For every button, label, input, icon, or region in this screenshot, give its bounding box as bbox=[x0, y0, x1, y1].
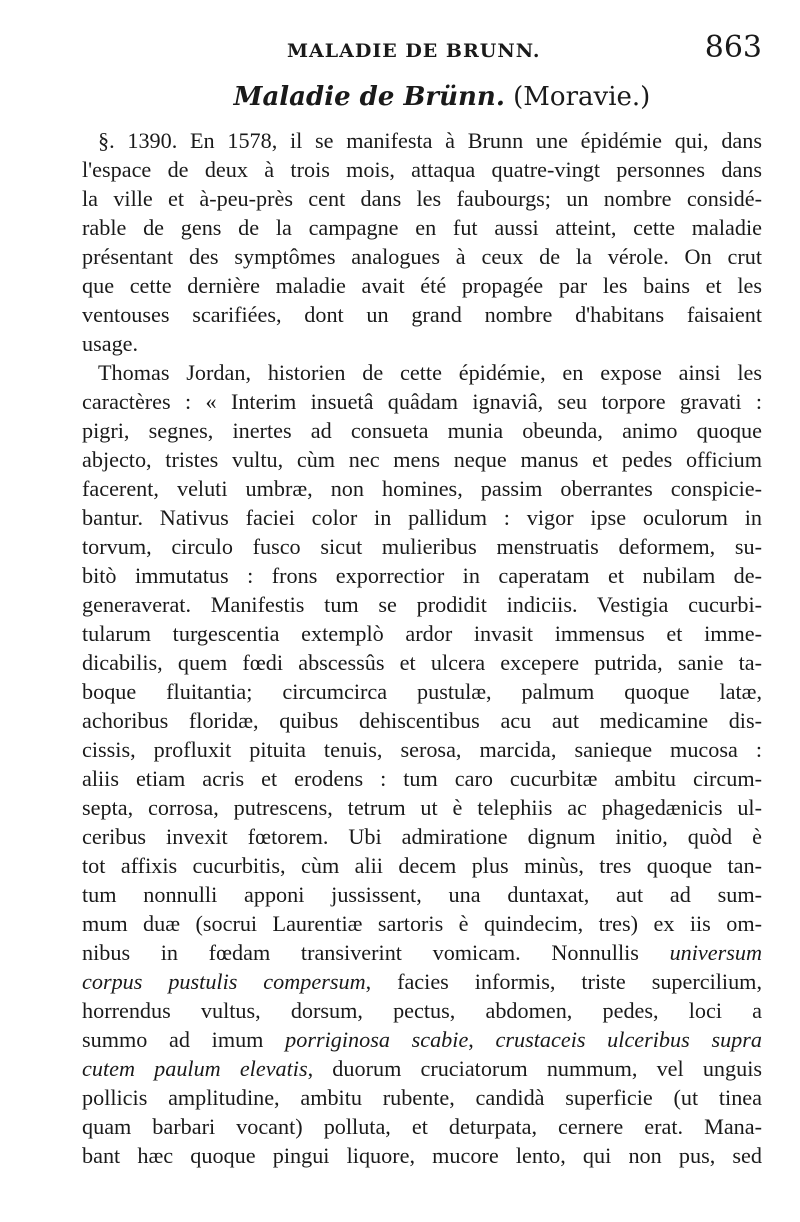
text-segment: torvum, circulo fusco sicut mulieribus menstruatis deformem, su- bbox=[82, 534, 762, 559]
text-segment: abjecto, tristes vultu, cùm nec mens neque manus et pedes officium bbox=[82, 447, 762, 472]
text-line bbox=[82, 503, 762, 532]
section-title-italic: Maladie de Brünn. bbox=[233, 82, 505, 112]
text-line bbox=[82, 851, 762, 880]
text-segment: generaverat. Manifestis tum se prodidit indiciis. Vestigia cucurbi- bbox=[82, 592, 762, 617]
text-segment: mum duæ (socrui Laurentiæ sartoris è quindecim, tres) ex iis om- bbox=[82, 911, 762, 936]
text-line bbox=[82, 126, 762, 155]
text-segment: summo ad imum bbox=[82, 1027, 286, 1052]
text-segment: boque fluitantia; circumcirca pustulæ, palmum quoque latæ, bbox=[82, 679, 762, 704]
text-line bbox=[82, 590, 762, 619]
text-segment: tot affixis cucurbitis, cùm alii decem plus minùs, tres quoque tan- bbox=[82, 853, 762, 878]
text-segment: Thomas Jordan, historien de cette épidémie, en expose ainsi les bbox=[98, 360, 762, 385]
italic-segment: crustaceis ulceribus supra bbox=[495, 1027, 762, 1052]
text-segment: achoribus floridæ, quibus dehiscentibus acu aut medicamine dis- bbox=[82, 708, 762, 733]
text-line bbox=[82, 561, 762, 590]
section-title-plain: (Moravie.) bbox=[513, 82, 651, 112]
text-segment: tularum turgescentia extemplò ardor invasit immensus et imme- bbox=[82, 621, 762, 646]
text-segment: ceribus invexit fœtorem. Ubi admiratione dignum initio, quòd è bbox=[82, 824, 762, 849]
section-title bbox=[82, 82, 762, 112]
text-line bbox=[82, 1083, 762, 1112]
text-segment: pigri, segnes, inertes ad consueta munia obeunda, animo quoque bbox=[82, 418, 762, 443]
text-line bbox=[82, 706, 762, 735]
text-line bbox=[82, 996, 762, 1025]
text-line bbox=[82, 880, 762, 909]
running-title: MALADIE DE BRUNN. bbox=[287, 40, 541, 62]
page-number: 863 bbox=[704, 30, 762, 65]
italic-segment: universum bbox=[669, 940, 762, 965]
text-line bbox=[82, 445, 762, 474]
text-segment: la ville et à-peu-près cent dans les faubourgs; un nombre considé- bbox=[82, 186, 762, 211]
text-segment: caractères : « Interim insuetâ quâdam ignaviâ, seu torpore gravati : bbox=[82, 389, 762, 414]
text-line bbox=[82, 909, 762, 938]
text-line bbox=[82, 619, 762, 648]
italic-segment: cutem paulum elevatis bbox=[82, 1056, 308, 1081]
text-segment: cissis, profluxit pituita tenuis, serosa, marcida, sanieque mucosa : bbox=[82, 737, 762, 762]
text-line bbox=[82, 1141, 762, 1170]
text-line bbox=[82, 938, 762, 967]
text-line bbox=[82, 1054, 762, 1083]
text-line bbox=[82, 677, 762, 706]
text-segment: septa, corrosa, putrescens, tetrum ut è telephiis ac phagedænicis ul- bbox=[82, 795, 762, 820]
text-line bbox=[82, 300, 762, 329]
text-line bbox=[82, 764, 762, 793]
text-line bbox=[82, 416, 762, 445]
text-line bbox=[82, 329, 762, 358]
text-line bbox=[82, 532, 762, 561]
text-segment: l'espace de deux à trois mois, attaqua quatre-vingt personnes dans bbox=[82, 157, 762, 182]
text-segment: tum nonnulli apponi jussissent, una duntaxat, aut ad sum- bbox=[82, 882, 762, 907]
text-segment: présentant des symptômes analogues à ceux de la vérole. On crut bbox=[82, 244, 762, 269]
text-segment: , facies informis, triste supercilium, bbox=[365, 969, 762, 994]
text-line bbox=[82, 474, 762, 503]
text-line bbox=[82, 1112, 762, 1141]
text-line bbox=[82, 822, 762, 851]
body-text bbox=[82, 126, 762, 1170]
text-segment: usage. bbox=[82, 331, 139, 356]
text-line bbox=[82, 735, 762, 764]
running-head bbox=[82, 30, 762, 74]
text-segment: pollicis amplitudine, ambitu rubente, candidà superficie (ut tinea bbox=[82, 1085, 762, 1110]
text-line bbox=[82, 1025, 762, 1054]
text-segment: aliis etiam acris et erodens : tum caro cucurbitæ ambitu circum- bbox=[82, 766, 762, 791]
text-line bbox=[82, 793, 762, 822]
text-line bbox=[82, 242, 762, 271]
text-segment: que cette dernière maladie avait été propagée par les bains et les bbox=[82, 273, 762, 298]
text-line bbox=[82, 155, 762, 184]
text-segment: facerent, veluti umbræ, non homines, passim oberrantes conspicie- bbox=[82, 476, 762, 501]
text-line bbox=[82, 358, 762, 387]
text-segment: nibus in fœdam transiverint vomicam. Nonnullis bbox=[82, 940, 670, 965]
text-segment: quam barbari vocant) polluta, et deturpata, cernere erat. Mana- bbox=[82, 1114, 762, 1139]
text-line bbox=[82, 648, 762, 677]
text-line bbox=[82, 213, 762, 242]
text-line bbox=[82, 271, 762, 300]
text-segment: , bbox=[468, 1027, 496, 1052]
text-segment: ventouses scarifiées, dont un grand nombre d'habitans faisaient bbox=[82, 302, 762, 327]
italic-segment: corpus pustulis compersum bbox=[82, 969, 366, 994]
text-segment: , duorum cruciatorum nummum, vel unguis bbox=[307, 1056, 762, 1081]
text-segment: bitò immutatus : frons exporrectior in caperatam et nubilam de- bbox=[82, 563, 762, 588]
text-segment: horrendus vultus, dorsum, pectus, abdomen, pedes, loci a bbox=[82, 998, 762, 1023]
text-segment: §. 1390. En 1578, il se manifesta à Brunn une épidémie qui, dans bbox=[98, 128, 762, 153]
text-segment: bant hæc quoque pingui liquore, mucore lento, qui non pus, sed bbox=[82, 1143, 762, 1168]
text-line bbox=[82, 967, 762, 996]
text-line bbox=[82, 184, 762, 213]
text-segment: dicabilis, quem fœdi abscessûs et ulcera excepere putrida, sanie ta- bbox=[82, 650, 762, 675]
text-segment: bantur. Nativus faciei color in pallidum : vigor ipse oculorum in bbox=[82, 505, 762, 530]
italic-segment: porriginosa scabie bbox=[285, 1027, 469, 1052]
text-line bbox=[82, 387, 762, 416]
text-segment: rable de gens de la campagne en fut aussi atteint, cette maladie bbox=[82, 215, 762, 240]
